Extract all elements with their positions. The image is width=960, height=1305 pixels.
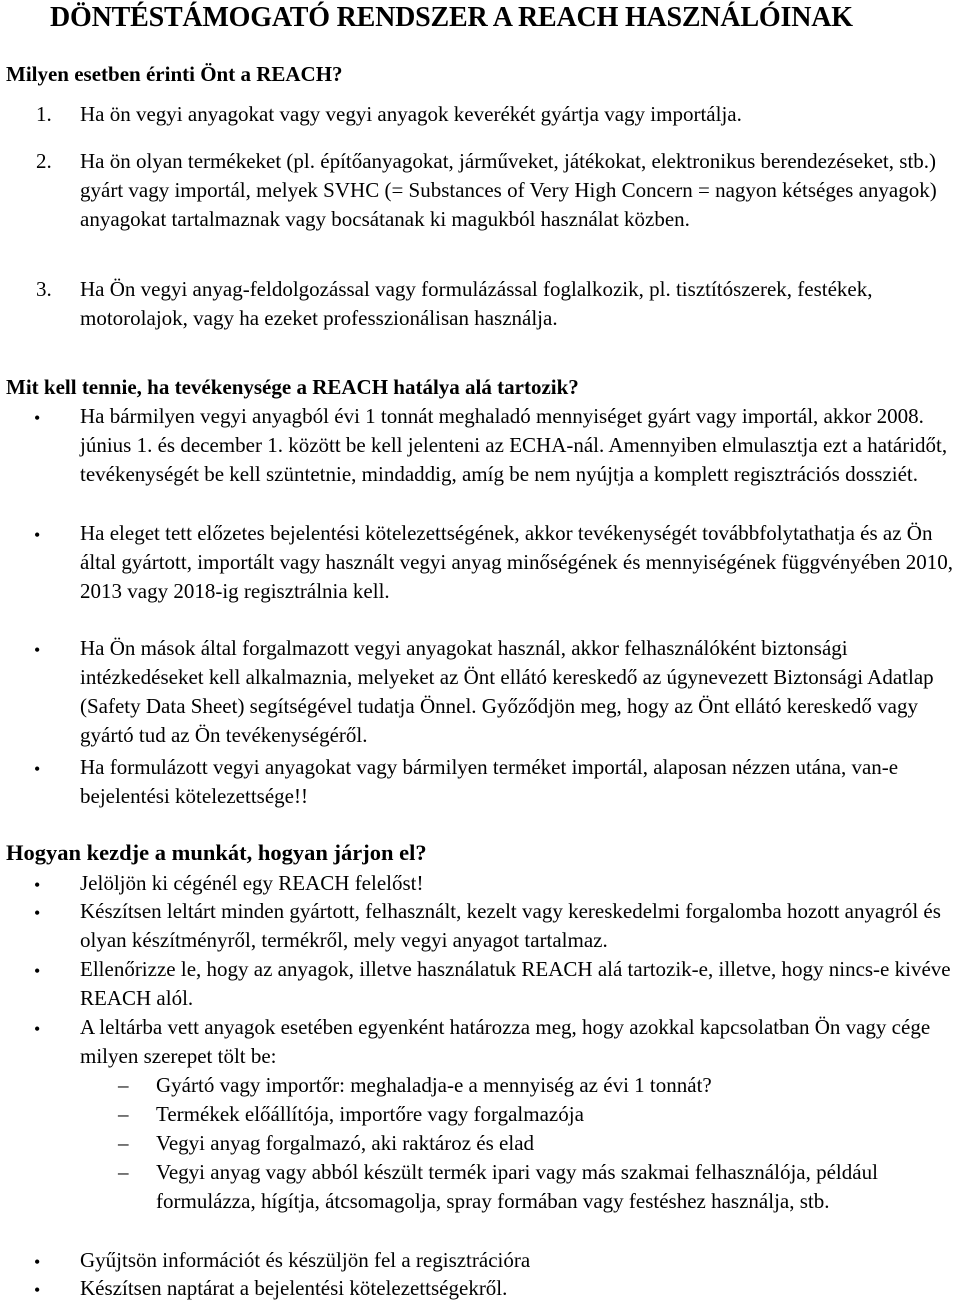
list-number: 3. xyxy=(36,277,52,301)
bullet-item: Jelöljön ki cégénél egy REACH felelőst! xyxy=(80,871,424,895)
bullet-item: Készítsen leltárt minden gyártott, felhasznált, kezelt vagy kereskedelmi forgalomba hozott anyagról és olyan készítményről, termékről, mely vegyi anyagot tartalmaz. xyxy=(80,899,941,952)
dash-icon: – xyxy=(118,1160,129,1184)
bullet-icon: • xyxy=(34,408,41,428)
role-item: Vegyi anyag vagy abból készült termék ipari vagy más szakmai felhasználója, például formulázza, hígítja, átcsomagolja, spray formában vagy festéshez használja, stb. xyxy=(156,1160,878,1213)
list-item: Ha ön vegyi anyagokat vagy vegyi anyagok keverékét gyártja vagy importálja. xyxy=(80,102,742,126)
dash-icon: – xyxy=(118,1102,129,1126)
dash-icon: – xyxy=(118,1131,129,1155)
role-item: Gyártó vagy importőr: meghaladja-e a mennyiség az évi 1 tonnát? xyxy=(156,1073,712,1097)
role-item: Termékek előállítója, importőre vagy forgalmazója xyxy=(156,1102,584,1126)
bullet-item: Ha eleget tett előzetes bejelentési kötelezettségének, akkor tevékenységét továbbfolytathatja és az Ön által gyártott, importált vagy használt vegyi anyag minőségének és mennyiségének függvényében 2010, 2013 vagy 2018-ig regisztrálnia kell. xyxy=(80,521,953,603)
section-heading-what-to-do: Mit kell tennie, ha tevékenysége a REACH hatálya alá tartozik? xyxy=(6,375,579,399)
bullet-icon: • xyxy=(34,759,41,779)
bullet-icon: • xyxy=(34,903,41,923)
bullet-icon: • xyxy=(34,1252,41,1272)
bullet-item: Ha bármilyen vegyi anyagból évi 1 tonnát meghaladó mennyiséget gyárt vagy importál, akkor 2008. június 1. és december 1. között be kell jelenteni az ECHA-nál. Amennyiben elmulasztja ezt a határidőt, tevékenységét be kell szüntetnie, mindaddig, amíg be nem nyújtja a komplett regisztrációs dossziét. xyxy=(80,404,948,486)
bullet-icon: • xyxy=(34,875,41,895)
bullet-icon: • xyxy=(34,1280,41,1300)
list-number: 2. xyxy=(36,149,52,173)
list-item: Ha ön olyan termékeket (pl. építőanyagokat, járműveket, játékokat, elektronikus berendezéseket, stb.) gyárt vagy importál, melyek SVHC (= Substances of Very High Concern = nagyon kétséges anyagok) anyagokat tartalmaznak vagy bocsátanak ki magukból használat közben. xyxy=(80,149,937,231)
page-title: DÖNTÉSTÁMOGATÓ RENDSZER A REACH HASZNÁLÓINAK xyxy=(50,2,853,33)
list-number: 1. xyxy=(36,102,52,126)
bullet-item: Ha Ön mások által forgalmazott vegyi anyagokat használ, akkor felhasználóként biztonsági intézkedéseket kell alkalmaznia, melyeket az Önt ellátó kereskedő az úgynevezett Biztonsági Adatlap (Safety Data Sheet) segítségével tudatja Önnel. Győződjön meg, hogy az Önt ellátó kereskedő vagy gyártó tud az Ön tevékenységéről. xyxy=(80,636,934,747)
bullet-item: A leltárba vett anyagok esetében egyenként határozza meg, hogy azokkal kapcsolatban Ön vagy cége milyen szerepet tölt be: xyxy=(80,1015,931,1068)
bullet-item: Készítsen naptárat a bejelentési kötelezettségekről. xyxy=(80,1276,508,1300)
section-heading-how-to-start: Hogyan kezdje a munkát, hogyan járjon el? xyxy=(6,840,427,865)
bullet-icon: • xyxy=(34,525,41,545)
bullet-icon: • xyxy=(34,1019,41,1039)
bullet-item: Gyűjtsön információt és készüljön fel a regisztrációra xyxy=(80,1248,531,1272)
bullet-item: Ellenőrizze le, hogy az anyagok, illetve használatuk REACH alá tartozik-e, illetve, hogy nincs-e kivéve REACH alól. xyxy=(80,957,951,1010)
dash-icon: – xyxy=(118,1073,129,1097)
list-item: Ha Ön vegyi anyag-feldolgozással vagy formulázással foglalkozik, pl. tisztítószerek, festékek, motorolajok, vagy ha ezeket professzionálisan használja. xyxy=(80,277,873,330)
bullet-icon: • xyxy=(34,640,41,660)
role-item: Vegyi anyag forgalmazó, aki raktároz és elad xyxy=(156,1131,535,1155)
bullet-icon: • xyxy=(34,961,41,981)
section-heading-when-reach-applies: Milyen esetben érinti Önt a REACH? xyxy=(6,62,343,86)
bullet-item: Ha formulázott vegyi anyagokat vagy bármilyen terméket importál, alaposan nézzen utána, van-e bejelentési kötelezettsége!! xyxy=(80,755,899,808)
